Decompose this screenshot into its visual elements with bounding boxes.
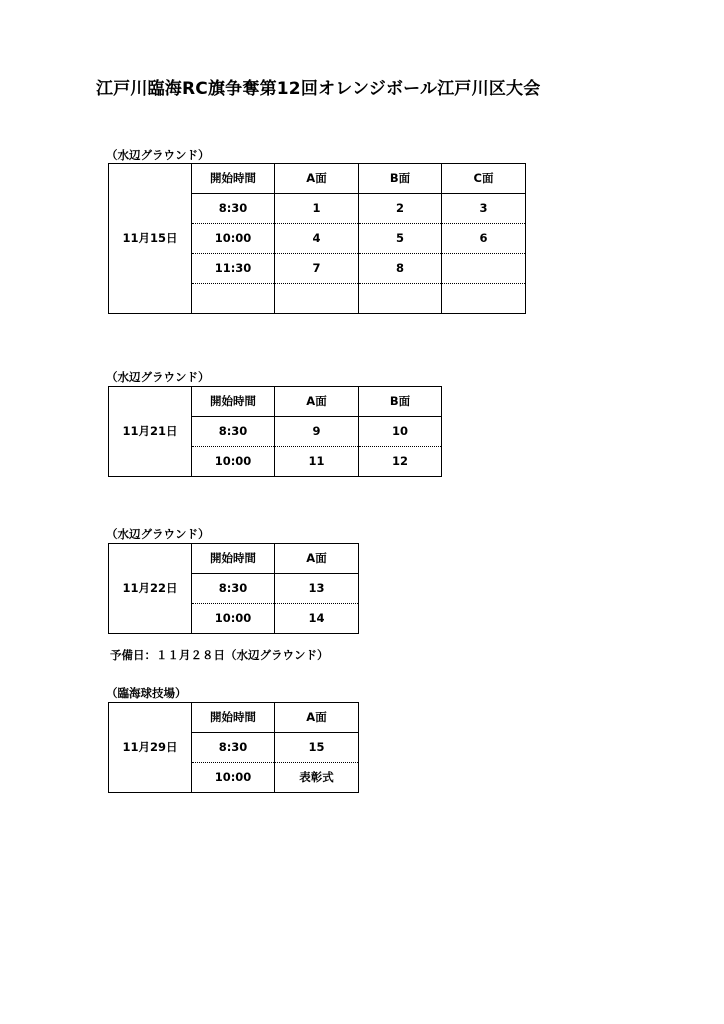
schedule-table-nov22 — [108, 543, 359, 634]
date-cell: 11月15日 — [109, 164, 192, 314]
date-cell: 11月29日 — [109, 703, 192, 793]
game-cell: 5 — [359, 224, 442, 254]
table-header-row — [109, 544, 359, 574]
venue-label: （水辺グラウンド） — [106, 370, 210, 384]
game-cell — [442, 254, 526, 284]
game-cell: 13 — [275, 574, 359, 604]
date-cell: 11月22日 — [109, 544, 192, 634]
game-cell: 14 — [275, 604, 359, 634]
time-cell: 10:00 — [192, 763, 275, 793]
schedule-table-nov21 — [108, 386, 442, 477]
schedule-table-nov15 — [108, 163, 526, 314]
game-cell: 1 — [275, 194, 359, 224]
game-cell: 4 — [275, 224, 359, 254]
schedule-table-nov29 — [108, 702, 359, 793]
time-cell: 10:00 — [192, 447, 275, 477]
game-cell: 8 — [359, 254, 442, 284]
game-cell: 15 — [275, 733, 359, 763]
game-cell: 6 — [442, 224, 526, 254]
header-cell: A面 — [275, 164, 359, 194]
game-cell — [359, 284, 442, 314]
header-cell: A面 — [275, 703, 359, 733]
game-cell — [275, 284, 359, 314]
venue-label: （水辺グラウンド） — [106, 527, 210, 541]
time-cell: 10:00 — [192, 224, 275, 254]
header-cell: C面 — [442, 164, 526, 194]
game-cell: 2 — [359, 194, 442, 224]
time-cell: 8:30 — [192, 194, 275, 224]
page-title: 江戸川臨海RC旗争奪第12回オレンジボール江戸川区大会 — [96, 79, 541, 99]
time-cell: 8:30 — [192, 417, 275, 447]
header-cell: A面 — [275, 387, 359, 417]
venue-label: （臨海球技場） — [106, 686, 187, 700]
game-cell: 7 — [275, 254, 359, 284]
game-cell: 9 — [275, 417, 359, 447]
game-cell: 10 — [359, 417, 442, 447]
header-cell: 開始時間 — [192, 703, 275, 733]
reserve-day-note: 予備日：１１月２８日（水辺グラウンド） — [110, 648, 329, 662]
game-cell — [442, 284, 526, 314]
time-cell: 8:30 — [192, 574, 275, 604]
game-cell: 11 — [275, 447, 359, 477]
header-cell: 開始時間 — [192, 164, 275, 194]
header-cell: 開始時間 — [192, 544, 275, 574]
date-cell: 11月21日 — [109, 387, 192, 477]
time-cell: 8:30 — [192, 733, 275, 763]
time-cell — [192, 284, 275, 314]
game-cell: 表彰式 — [275, 763, 359, 793]
table-header-row — [109, 703, 359, 733]
header-cell: B面 — [359, 164, 442, 194]
header-cell: 開始時間 — [192, 387, 275, 417]
table-header-row — [109, 387, 442, 417]
table-header-row — [109, 164, 526, 194]
game-cell: 12 — [359, 447, 442, 477]
venue-label: （水辺グラウンド） — [106, 148, 210, 162]
time-cell: 10:00 — [192, 604, 275, 634]
game-cell: 3 — [442, 194, 526, 224]
header-cell: B面 — [359, 387, 442, 417]
header-cell: A面 — [275, 544, 359, 574]
time-cell: 11:30 — [192, 254, 275, 284]
